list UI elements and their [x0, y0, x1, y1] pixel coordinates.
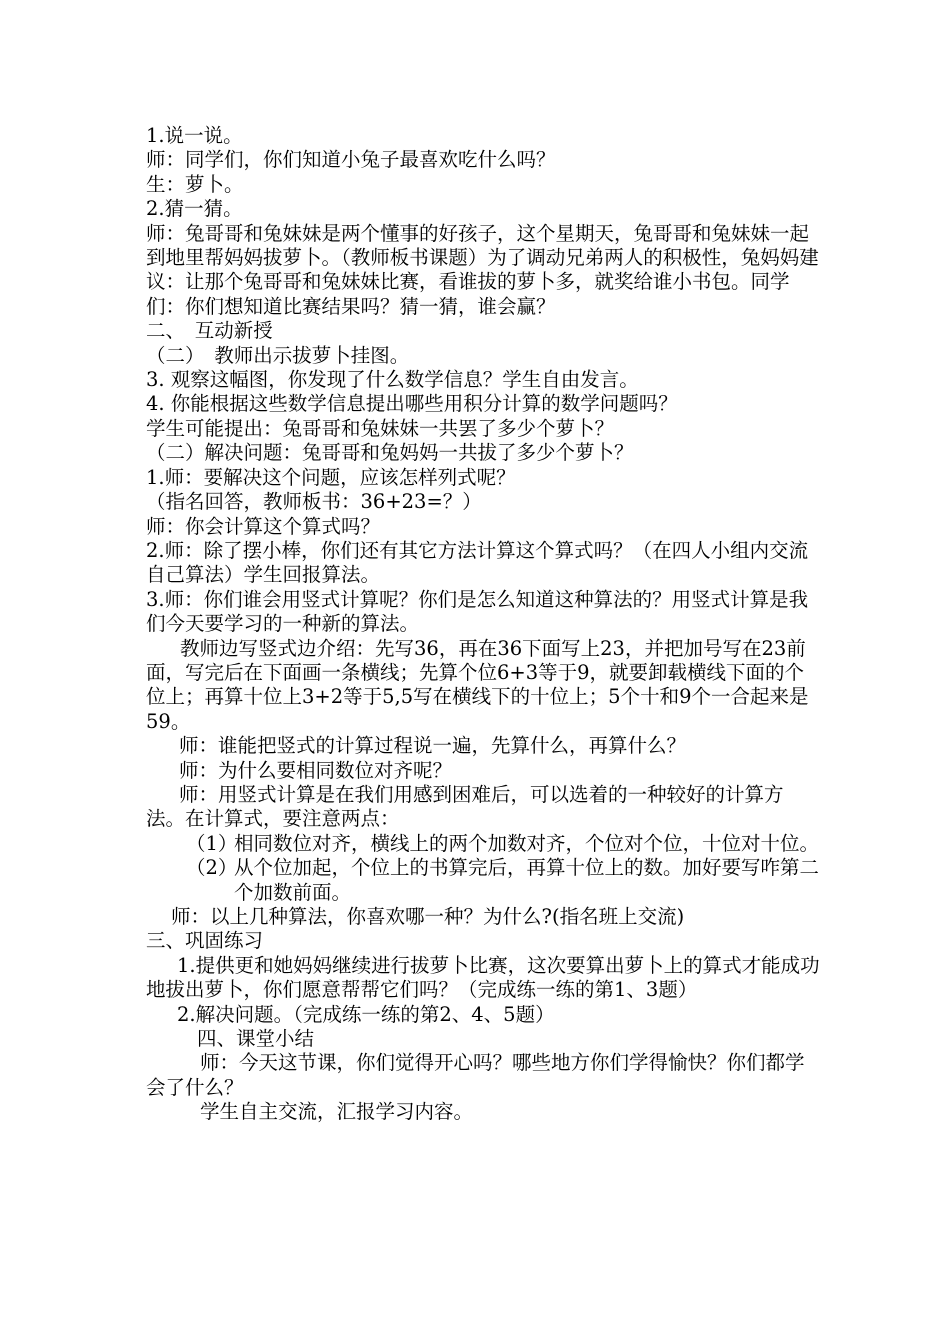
line-student-answer: 生：萝卜。	[146, 172, 244, 196]
line-which-method: 师：以上几种算法，你喜欢哪一种？为什么?(指名班上交流)	[171, 905, 685, 928]
line-student-may-ask: 学生可能提出：兔哥哥和兔妹妹一共罢了多少个萝卜？	[146, 416, 615, 440]
section-heading-2: 二、 互动新授	[146, 319, 273, 343]
list-text-2: 从个位加起，个位上的书算完后，再算十位上的数。加好要写咋第二个加数前面。	[234, 856, 820, 904]
list-item-2	[146, 856, 821, 905]
line-ask-questions: 4. 你能根据这些数学信息提出哪些用积分计算的数学问题吗？	[146, 392, 678, 416]
section-heading-4: 四、课堂小结	[197, 1027, 315, 1051]
document-body	[146, 124, 821, 1125]
section-heading-3: 三、巩固练习	[146, 929, 264, 953]
list-number-2: （2）	[186, 856, 238, 880]
list-item-1	[146, 832, 821, 856]
paragraph-vertical-method: 师：用竖式计算是在我们用感到困难后，可以选着的一种较好的计算方法。在计算式，要注意两点：	[146, 782, 784, 831]
line-why-align: 师：为什么要相同数位对齐呢？	[179, 758, 453, 782]
line-teacher-question: 师：同学们，你们知道小兔子最喜欢吃什么吗？	[146, 148, 556, 172]
line-student-report: 学生自主交流，汇报学习内容。	[200, 1100, 474, 1124]
paragraph-practice-1: 1.提供更和她妈妈继续进行拔萝卜比赛，这次要算出萝卜上的算式才能成功地拔出萝卜，你们愿意帮帮它们吗？（完成练一练的第1、3题）	[146, 953, 820, 1002]
line-guess: 2.猜一猜。	[146, 197, 243, 221]
line-can-calculate: 师：你会计算这个算式吗？	[146, 514, 381, 538]
line-show-picture: （二） 教师出示拔萝卜挂图。	[146, 343, 410, 367]
line-board-writing: （指名回答，教师板书：36+23=？）	[146, 490, 482, 514]
line-observe: 3. 观察这幅图，你发现了什么数学信息？学生自由发言。	[146, 368, 639, 392]
paragraph-summary-question: 师：今天这节课，你们觉得开心吗？哪些地方你们学得愉快？你们都学会了什么？	[146, 1051, 805, 1099]
line-practice-2: 2.解决问题。（完成练一练的第2、4、5题）	[177, 1002, 555, 1026]
line-say: 1.说一说。	[146, 124, 243, 147]
paragraph-vertical-form: 3.师：你们谁会用竖式计算呢？你们是怎么知道这种算法的？用竖式计算是我们今天要学习的一种新的算法。	[146, 587, 809, 636]
paragraph-other-methods: 2.师：除了摆小棒，你们还有其它方法计算这个算式吗？（在四人小组内交流自己算法）学生回报算法。	[146, 538, 809, 587]
paragraph-teacher-explains: 教师边写竖式边介绍：先写36，再在36下面写上23，并把加号写在23前面，写完后在下面画一条横线；先算个位6+3等于9，就要卸载横线下面的个位上；再算十位上3+2等于5,5写在横线下的十位上；5个十和9个一合起来是59。	[146, 636, 809, 733]
paragraph-story: 师：兔哥哥和兔妹妹是两个懂事的好孩子，这个星期天，兔哥哥和兔妹妹一起到地里帮妈妈拔萝卜。（教师板书课题）为了调动兄弟两人的积极性，兔妈妈建议：让那个兔哥哥和兔妹妹比赛，看谁拔的萝卜多，就奖给谁小书包。同学们：你们想知道比赛结果吗？猜一猜，谁会赢？	[146, 221, 819, 318]
line-how-to-formula: 1.师：要解决这个问题，应该怎样列式呢？	[146, 465, 516, 489]
line-explain-process: 师：谁能把竖式的计算过程说一遍，先算什么，再算什么？	[179, 734, 687, 758]
line-solve-problem: （二）解决问题：兔哥哥和兔妈妈一共拔了多少个萝卜？	[146, 441, 634, 465]
list-number-1: （1）	[186, 831, 238, 855]
list-text-1: 相同数位对齐，横线上的两个加数对齐，个位对个位，十位对十位。	[234, 831, 820, 855]
